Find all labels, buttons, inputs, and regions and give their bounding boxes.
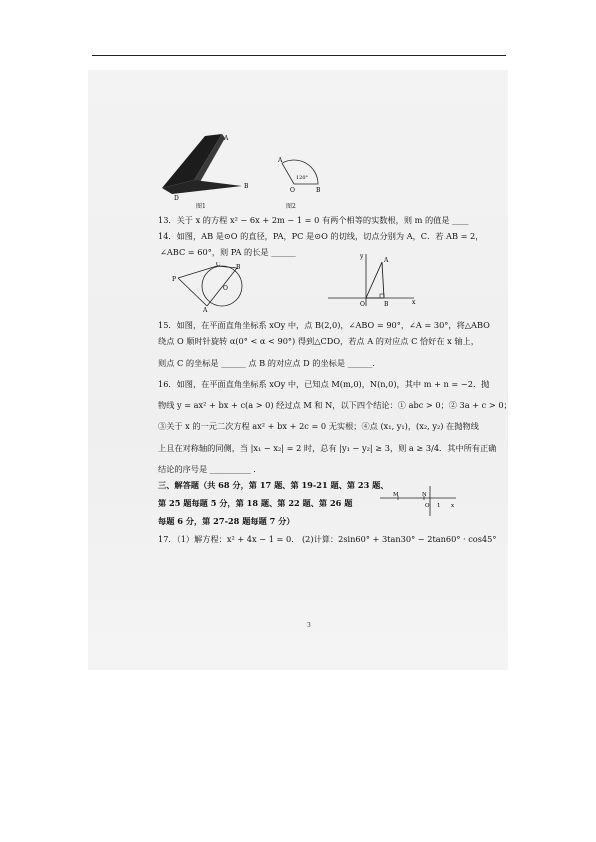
section-title-line-2: 第 25 题每题 5 分，第 18 题、第 22 题、第 26 题 (158, 498, 353, 508)
fig16-label-n: N (422, 492, 427, 498)
fig2-label-b: B (316, 187, 321, 194)
section-title-line-3: 每题 6 分，第 27-28 题每题 7 分） (158, 516, 295, 526)
fig2-label-o: O (290, 187, 295, 194)
question-15-line-3: 则点 C 的坐标是 ______ 点 B 的对应点 D 的坐标是 ______. (158, 358, 375, 368)
question-16-line-5: 结论的序号是 __________ . (158, 464, 256, 474)
fig14-label-c: C (216, 262, 221, 268)
question-13: 13．关于 x 的方程 x² − 6x + 2m − 1 = 0 有两个相等的实数根，则 m 的值是 ____ (158, 215, 469, 225)
question-15-line-1: 15．如图，在平面直角坐标系 xOy 中，点 B(2,0)，∠ABO = 90°，∠A = 30°，将△ABO (158, 320, 490, 330)
fig1-label-b: B (244, 183, 249, 190)
fig15-label-o: O (360, 301, 365, 308)
figure-16 (378, 484, 458, 518)
question-16-line-4: 上且在对称轴的同侧，当 |x₁ − x₂| = 2 时，总有 |y₁ − y₂| ≥ 3，则 a ≥ 3/4．其中所有正确 (158, 443, 497, 453)
question-14-line-1: 14．如图，AB 是⊙O 的直径，PA，PC 是⊙O 的切线，切点分别为 A，C．若 AB = 2， (158, 231, 484, 241)
fig15-label-x: x (412, 299, 416, 306)
question-16-line-1: 16．如图，在平面直角坐标系 xOy 中，已知点 M(m,0)，N(n,0)，其中 m + n = −2．抛 (158, 379, 490, 389)
fig15-label-y: y (360, 253, 364, 260)
figure-15 (322, 250, 422, 310)
figure-14 (172, 262, 252, 312)
question-17: 17．（1）解方程：x² + 4x − 1 = 0． (2)计算：2sin60° + 3tan30° − 2tan60° · cos45° (158, 534, 497, 544)
fig16-label-m: M (393, 492, 399, 498)
figure-1-caption: 图1 (196, 203, 206, 210)
question-14-line-2: ∠ABC = 60°，则 PA 的长是 ______ (160, 247, 296, 257)
question-16-line-2: 物线 y = ax² + bx + c(a > 0) 经过点 M 和 N，以下四个结论：① abc > 0；② 3a + c > 0； (158, 400, 512, 410)
section-title-line-1: 三、解答题（共 68 分，第 17 题、第 19-21 题、第 23 题、 (158, 480, 389, 490)
fig15-label-b: B (384, 301, 389, 308)
question-15-line-2: 绕点 O 顺时针旋转 α(0° < α < 90°) 得到△CDO，若点 A 的对应点 C 恰好在 x 轴上， (158, 336, 479, 346)
fig16-label-o: O (425, 503, 430, 509)
question-16-line-3: ③关于 x 的一元二次方程 ax² + bx + 2c = 0 无实根；④点 (x₁, y₁)，(x₂, y₂) 在抛物线 (158, 421, 479, 431)
fig14-label-b: B (236, 264, 241, 271)
fig2-angle-label: 120° (296, 175, 309, 181)
figure-2 (270, 148, 340, 198)
page-number: 3 (307, 622, 311, 629)
fig1-label-d: D (174, 195, 179, 200)
fig14-label-p: P (172, 276, 177, 283)
fig16-label-x: x (451, 503, 455, 509)
fig15-label-a: A (384, 257, 389, 264)
fig2-label-a: A (278, 157, 283, 164)
fig14-label-a: A (203, 307, 208, 312)
fig1-label-a: A (224, 135, 229, 142)
figure-2-caption: 图2 (286, 203, 296, 210)
figure-1 (160, 128, 260, 200)
fig14-label-o: O (223, 285, 228, 292)
top-rule (92, 55, 506, 56)
fig16-label-one: 1 (437, 503, 441, 509)
